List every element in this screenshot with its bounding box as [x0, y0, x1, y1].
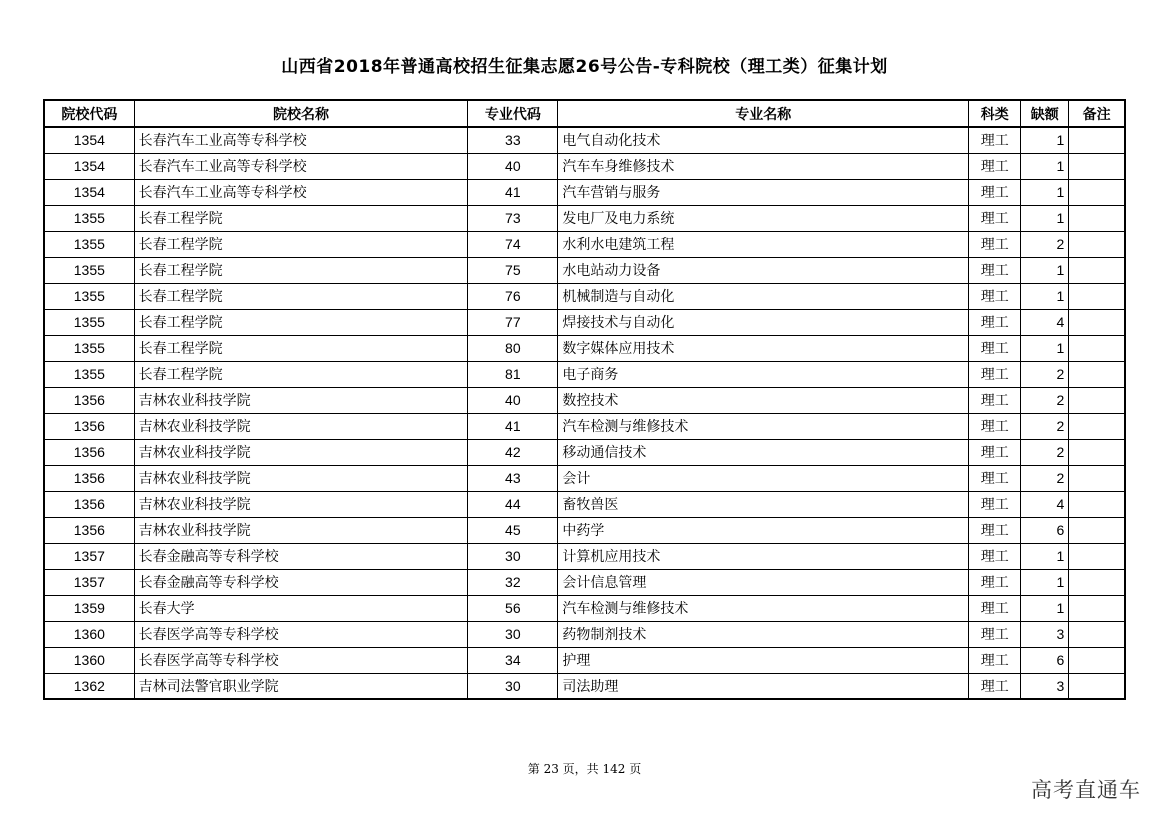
cell-quota: 6	[1021, 517, 1069, 543]
cell-major-name: 会计信息管理	[558, 569, 969, 595]
cell-school-code: 1360	[44, 647, 134, 673]
cell-quota: 1	[1021, 205, 1069, 231]
cell-major-code: 41	[468, 413, 558, 439]
cell-category: 理工	[969, 465, 1021, 491]
cell-quota: 2	[1021, 465, 1069, 491]
cell-school-code: 1354	[44, 153, 134, 179]
cell-note	[1069, 257, 1125, 283]
enrollment-plan-table	[43, 99, 1126, 700]
cell-school-code: 1354	[44, 179, 134, 205]
cell-school-code: 1360	[44, 621, 134, 647]
table-row	[44, 387, 1125, 413]
cell-major-name: 会计	[558, 465, 969, 491]
cell-school-name: 长春工程学院	[134, 231, 468, 257]
cell-school-name: 长春汽车工业高等专科学校	[134, 127, 468, 153]
cell-major-code: 56	[468, 595, 558, 621]
cell-major-code: 30	[468, 621, 558, 647]
table-row	[44, 127, 1125, 153]
cell-quota: 6	[1021, 647, 1069, 673]
cell-quota: 1	[1021, 283, 1069, 309]
cell-major-name: 药物制剂技术	[558, 621, 969, 647]
cell-major-name: 计算机应用技术	[558, 543, 969, 569]
cell-school-code: 1356	[44, 387, 134, 413]
cell-major-name: 畜牧兽医	[558, 491, 969, 517]
cell-school-code: 1355	[44, 335, 134, 361]
header-major-name: 专业名称	[558, 100, 969, 127]
cell-major-code: 40	[468, 387, 558, 413]
cell-category: 理工	[969, 517, 1021, 543]
cell-category: 理工	[969, 413, 1021, 439]
cell-school-code: 1355	[44, 309, 134, 335]
cell-note	[1069, 543, 1125, 569]
table-row	[44, 205, 1125, 231]
cell-quota: 2	[1021, 387, 1069, 413]
cell-school-name: 长春工程学院	[134, 335, 468, 361]
cell-category: 理工	[969, 647, 1021, 673]
header-school-code: 院校代码	[44, 100, 134, 127]
cell-quota: 2	[1021, 413, 1069, 439]
cell-major-name: 数字媒体应用技术	[558, 335, 969, 361]
cell-school-code: 1355	[44, 361, 134, 387]
table-row	[44, 179, 1125, 205]
cell-category: 理工	[969, 595, 1021, 621]
cell-category: 理工	[969, 153, 1021, 179]
cell-quota: 1	[1021, 257, 1069, 283]
cell-category: 理工	[969, 231, 1021, 257]
cell-note	[1069, 361, 1125, 387]
cell-school-code: 1356	[44, 517, 134, 543]
cell-school-name: 吉林农业科技学院	[134, 413, 468, 439]
table-row	[44, 621, 1125, 647]
table-body	[44, 127, 1125, 699]
cell-note	[1069, 205, 1125, 231]
cell-note	[1069, 283, 1125, 309]
cell-school-code: 1355	[44, 205, 134, 231]
cell-note	[1069, 673, 1125, 699]
cell-school-name: 吉林农业科技学院	[134, 491, 468, 517]
cell-note	[1069, 595, 1125, 621]
cell-note	[1069, 179, 1125, 205]
cell-major-name: 水利水电建筑工程	[558, 231, 969, 257]
cell-note	[1069, 621, 1125, 647]
cell-category: 理工	[969, 673, 1021, 699]
cell-major-code: 77	[468, 309, 558, 335]
cell-major-code: 41	[468, 179, 558, 205]
cell-major-code: 34	[468, 647, 558, 673]
cell-school-code: 1354	[44, 127, 134, 153]
cell-quota: 3	[1021, 673, 1069, 699]
cell-category: 理工	[969, 283, 1021, 309]
cell-major-name: 电子商务	[558, 361, 969, 387]
table-row	[44, 413, 1125, 439]
cell-note	[1069, 465, 1125, 491]
cell-school-code: 1355	[44, 257, 134, 283]
cell-school-code: 1356	[44, 465, 134, 491]
cell-school-name: 长春汽车工业高等专科学校	[134, 153, 468, 179]
cell-major-code: 45	[468, 517, 558, 543]
table-row	[44, 283, 1125, 309]
cell-school-name: 长春工程学院	[134, 205, 468, 231]
header-category: 科类	[969, 100, 1021, 127]
cell-school-name: 长春大学	[134, 595, 468, 621]
cell-school-code: 1357	[44, 543, 134, 569]
cell-major-code: 73	[468, 205, 558, 231]
cell-note	[1069, 647, 1125, 673]
cell-school-code: 1356	[44, 439, 134, 465]
cell-category: 理工	[969, 361, 1021, 387]
table-row	[44, 673, 1125, 699]
cell-note	[1069, 127, 1125, 153]
cell-quota: 1	[1021, 595, 1069, 621]
page-title: 山西省2018年普通高校招生征集志愿26号公告-专科院校（理工类）征集计划	[281, 57, 888, 77]
page-footer: 第 23 页，共 142 页	[527, 762, 642, 776]
cell-major-name: 数控技术	[558, 387, 969, 413]
header-note: 备注	[1069, 100, 1125, 127]
cell-major-name: 汽车检测与维修技术	[558, 595, 969, 621]
header-major-code: 专业代码	[468, 100, 558, 127]
cell-school-name: 吉林农业科技学院	[134, 439, 468, 465]
cell-category: 理工	[969, 621, 1021, 647]
table-row	[44, 595, 1125, 621]
cell-school-code: 1357	[44, 569, 134, 595]
cell-major-code: 32	[468, 569, 558, 595]
cell-major-name: 司法助理	[558, 673, 969, 699]
table-row	[44, 569, 1125, 595]
table-row	[44, 309, 1125, 335]
cell-school-name: 长春金融高等专科学校	[134, 569, 468, 595]
cell-major-code: 42	[468, 439, 558, 465]
header-quota: 缺额	[1021, 100, 1069, 127]
table-header-row	[44, 100, 1125, 127]
cell-major-code: 80	[468, 335, 558, 361]
cell-school-name: 吉林农业科技学院	[134, 517, 468, 543]
cell-major-name: 焊接技术与自动化	[558, 309, 969, 335]
cell-quota: 1	[1021, 153, 1069, 179]
cell-quota: 1	[1021, 543, 1069, 569]
cell-major-name: 汽车营销与服务	[558, 179, 969, 205]
cell-major-name: 水电站动力设备	[558, 257, 969, 283]
cell-major-code: 44	[468, 491, 558, 517]
cell-major-code: 30	[468, 673, 558, 699]
cell-major-name: 机械制造与自动化	[558, 283, 969, 309]
cell-school-code: 1356	[44, 413, 134, 439]
cell-category: 理工	[969, 127, 1021, 153]
cell-major-name: 汽车检测与维修技术	[558, 413, 969, 439]
cell-school-code: 1355	[44, 231, 134, 257]
cell-note	[1069, 413, 1125, 439]
cell-quota: 3	[1021, 621, 1069, 647]
cell-note	[1069, 335, 1125, 361]
cell-major-name: 移动通信技术	[558, 439, 969, 465]
cell-major-name: 护理	[558, 647, 969, 673]
cell-quota: 2	[1021, 439, 1069, 465]
cell-category: 理工	[969, 179, 1021, 205]
cell-category: 理工	[969, 205, 1021, 231]
cell-major-name: 汽车车身维修技术	[558, 153, 969, 179]
cell-school-name: 吉林农业科技学院	[134, 387, 468, 413]
cell-quota: 1	[1021, 569, 1069, 595]
cell-note	[1069, 153, 1125, 179]
cell-note	[1069, 387, 1125, 413]
cell-category: 理工	[969, 543, 1021, 569]
cell-school-name: 吉林农业科技学院	[134, 465, 468, 491]
watermark: 高考直通车	[1031, 778, 1141, 802]
table-row	[44, 361, 1125, 387]
cell-category: 理工	[969, 387, 1021, 413]
cell-category: 理工	[969, 439, 1021, 465]
cell-school-name: 吉林司法警官职业学院	[134, 673, 468, 699]
table-row	[44, 439, 1125, 465]
cell-school-name: 长春工程学院	[134, 257, 468, 283]
cell-school-name: 长春医学高等专科学校	[134, 647, 468, 673]
cell-major-code: 75	[468, 257, 558, 283]
cell-school-code: 1355	[44, 283, 134, 309]
cell-note	[1069, 569, 1125, 595]
cell-school-code: 1359	[44, 595, 134, 621]
cell-major-code: 43	[468, 465, 558, 491]
cell-category: 理工	[969, 257, 1021, 283]
cell-note	[1069, 491, 1125, 517]
cell-school-name: 长春金融高等专科学校	[134, 543, 468, 569]
cell-quota: 1	[1021, 127, 1069, 153]
cell-school-code: 1356	[44, 491, 134, 517]
header-school-name: 院校名称	[134, 100, 468, 127]
table-row	[44, 517, 1125, 543]
cell-school-name: 长春汽车工业高等专科学校	[134, 179, 468, 205]
cell-category: 理工	[969, 335, 1021, 361]
cell-major-name: 发电厂及电力系统	[558, 205, 969, 231]
cell-school-name: 长春工程学院	[134, 309, 468, 335]
cell-quota: 4	[1021, 491, 1069, 517]
cell-major-name: 中药学	[558, 517, 969, 543]
table-row	[44, 543, 1125, 569]
cell-note	[1069, 517, 1125, 543]
table-row	[44, 647, 1125, 673]
cell-category: 理工	[969, 491, 1021, 517]
table-row	[44, 491, 1125, 517]
cell-major-code: 40	[468, 153, 558, 179]
table-row	[44, 153, 1125, 179]
cell-quota: 2	[1021, 231, 1069, 257]
cell-note	[1069, 231, 1125, 257]
cell-category: 理工	[969, 569, 1021, 595]
cell-major-code: 30	[468, 543, 558, 569]
cell-school-name: 长春工程学院	[134, 361, 468, 387]
cell-note	[1069, 309, 1125, 335]
cell-school-name: 长春工程学院	[134, 283, 468, 309]
table-row	[44, 231, 1125, 257]
table-row	[44, 465, 1125, 491]
table-row	[44, 335, 1125, 361]
cell-major-code: 76	[468, 283, 558, 309]
table-row	[44, 257, 1125, 283]
cell-quota: 1	[1021, 179, 1069, 205]
cell-quota: 4	[1021, 309, 1069, 335]
cell-note	[1069, 439, 1125, 465]
cell-major-code: 74	[468, 231, 558, 257]
cell-major-code: 81	[468, 361, 558, 387]
cell-quota: 1	[1021, 335, 1069, 361]
cell-major-code: 33	[468, 127, 558, 153]
cell-major-name: 电气自动化技术	[558, 127, 969, 153]
cell-school-name: 长春医学高等专科学校	[134, 621, 468, 647]
cell-school-code: 1362	[44, 673, 134, 699]
cell-quota: 2	[1021, 361, 1069, 387]
cell-category: 理工	[969, 309, 1021, 335]
